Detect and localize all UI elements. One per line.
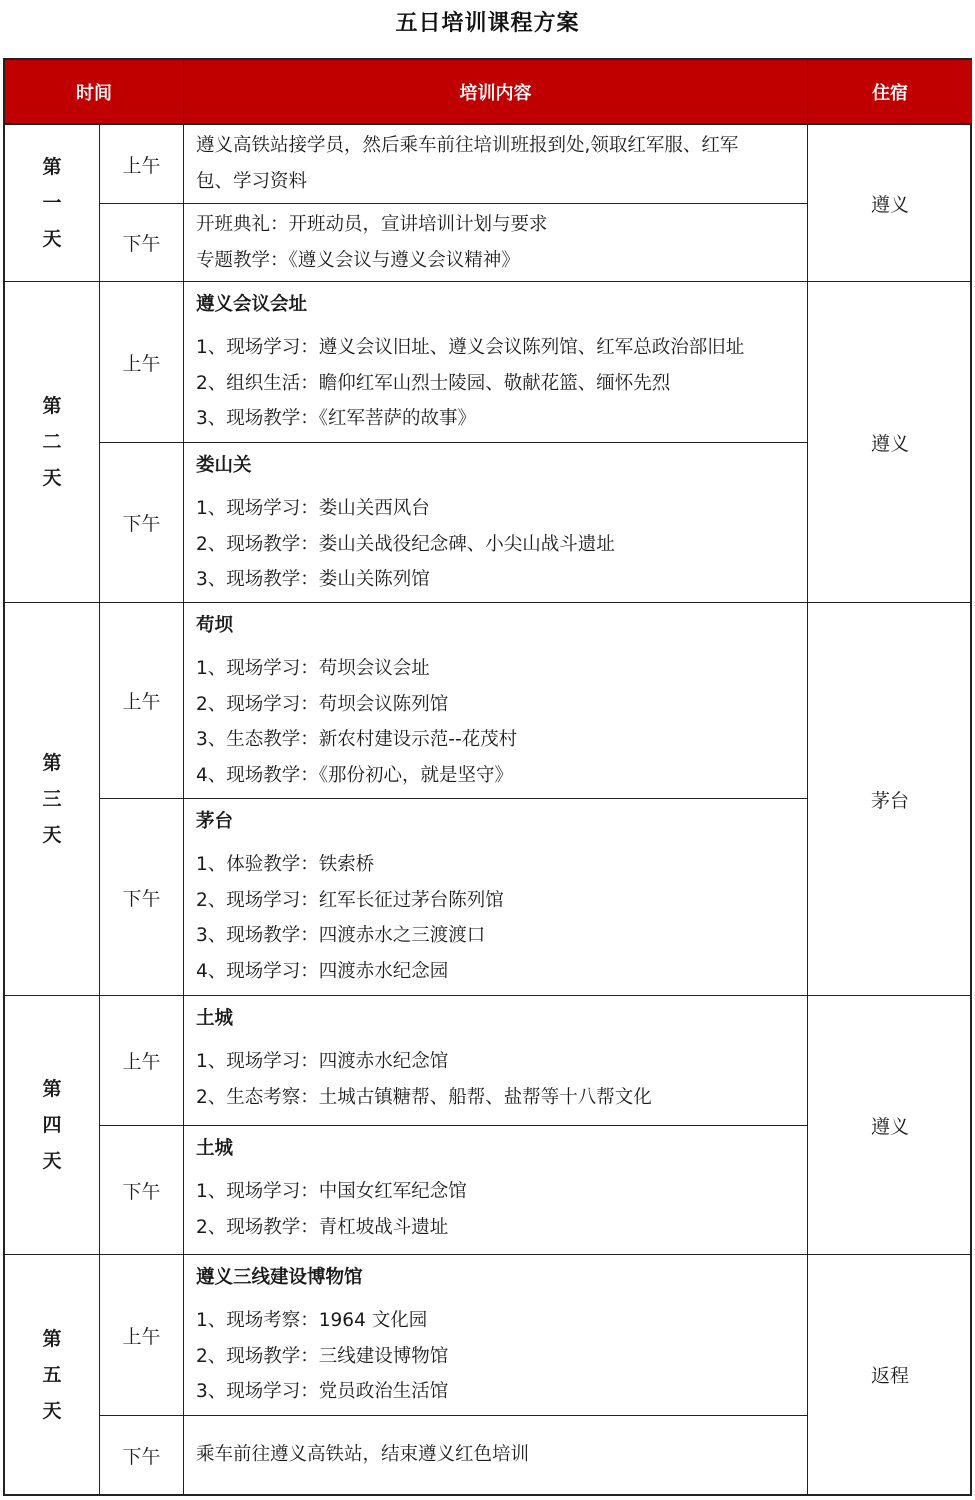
period-am: 上午: [100, 1255, 184, 1416]
content-line: 1、体验教学：铁索桥: [196, 854, 375, 875]
content-line: 专题教学：《遵义会议与遵义会议精神》: [196, 249, 520, 271]
content-line: 包、学习资料: [196, 170, 308, 192]
schedule-table: [3, 58, 972, 1496]
day-char: 第: [42, 156, 62, 178]
lodging-cell: 遵义: [808, 125, 972, 282]
day-label-5: [5, 1255, 100, 1494]
content-line: 3、生态教学：新农村建设示范--花茂村: [196, 729, 518, 750]
content-line: 2、生态考察：土城古镇糖帮、船帮、盐帮等十八帮文化: [196, 1086, 652, 1108]
day-char: 第: [42, 752, 62, 774]
session-subtitle: 遵义会议会址: [196, 294, 308, 315]
content-line: 1、现场学习：苟坝会议会址: [196, 658, 430, 679]
session-subtitle: 土城: [196, 1138, 234, 1159]
period-am: 上午: [100, 125, 184, 204]
content-line: 2、现场学习：苟坝会议陈列馆: [196, 693, 449, 715]
day-char: 天: [42, 467, 62, 489]
session-content: [184, 1126, 808, 1255]
content-line: 2、组织生活：瞻仰红军山烈士陵园、敬献花篮、缅怀先烈: [196, 372, 671, 394]
session-content: [184, 125, 808, 204]
period-pm: 下午: [100, 1416, 184, 1494]
day-char: 天: [42, 824, 62, 846]
lodging-cell: 茅台: [808, 603, 972, 996]
header-time: 时间: [5, 60, 184, 125]
content-line: 1、现场考察：1964 文化园: [196, 1310, 428, 1331]
day-label-1: [5, 125, 100, 282]
content-line: 4、现场教学：《那份初心，就是坚守》: [196, 764, 514, 786]
content-line: 1、现场学习：四渡赤水纪念馆: [196, 1051, 449, 1072]
session-subtitle: 苟坝: [196, 615, 234, 636]
period-pm: 下午: [100, 1126, 184, 1255]
session-subtitle: 土城: [196, 1008, 234, 1029]
session-content: [184, 204, 808, 282]
content-line: 2、现场教学：三线建设博物馆: [196, 1345, 449, 1367]
session-content: [184, 603, 808, 799]
session-subtitle: 娄山关: [196, 455, 252, 476]
period-pm: 下午: [100, 799, 184, 996]
lodging-cell: 遵义: [808, 282, 972, 603]
content-line: 2、现场教学：青杠坡战斗遗址: [196, 1216, 449, 1238]
header-lodging: 住宿: [808, 60, 972, 125]
content-line: 2、现场学习：红军长征过茅台陈列馆: [196, 889, 504, 911]
day-label-4: [5, 996, 100, 1255]
day-char: 五: [42, 1363, 62, 1386]
day-char: 一: [42, 192, 62, 214]
lodging-cell: 遵义: [808, 996, 972, 1255]
period-am: 上午: [100, 282, 184, 443]
content-line: 乘车前往遵义高铁站，结束遵义红色培训: [196, 1444, 530, 1466]
content-line: 3、现场学习：党员政治生活馆: [196, 1381, 449, 1402]
content-line: 遵义高铁站接学员，然后乘车前往培训班报到处,领取红军服、红军: [196, 135, 739, 156]
session-content: [184, 1255, 808, 1416]
session-subtitle: 茅台: [196, 811, 234, 832]
day-char: 天: [42, 228, 62, 250]
period-pm: 下午: [100, 443, 184, 603]
content-line: 3、现场教学：娄山关陈列馆: [196, 569, 430, 590]
session-content: [184, 443, 808, 603]
day-label-3: [5, 603, 100, 996]
content-line: 2、现场教学：娄山关战役纪念碑、小尖山战斗遗址: [196, 533, 615, 555]
content-line: 3、现场教学：《红军菩萨的故事》: [196, 408, 477, 429]
day-char: 天: [42, 1399, 62, 1422]
day-char: 三: [42, 788, 62, 810]
content-line: 1、现场学习：遵义会议旧址、遵义会议陈列馆、红军总政治部旧址: [196, 337, 745, 358]
day-char: 第: [42, 1327, 62, 1350]
content-line: 1、现场学习：中国女红军纪念馆: [196, 1181, 467, 1202]
header-content: 培训内容: [184, 60, 808, 125]
period-am: 上午: [100, 996, 184, 1126]
page-title: 五日培训课程方案: [395, 11, 580, 36]
session-content: [184, 996, 808, 1126]
lodging-cell: 返程: [870, 1365, 909, 1387]
day-char: 四: [42, 1114, 62, 1136]
session-content: [184, 799, 808, 996]
content-line: 3、现场教学：四渡赤水之三渡渡口: [196, 925, 486, 946]
day-char: 第: [42, 395, 62, 417]
day-char: 第: [42, 1078, 62, 1100]
period-am: 上午: [100, 603, 184, 799]
day-char: 天: [42, 1150, 62, 1172]
content-line: 4、现场学习：四渡赤水纪念园: [196, 960, 449, 982]
session-content: [184, 1416, 808, 1494]
period-pm: 下午: [100, 204, 184, 282]
session-content: [184, 282, 808, 443]
day-char: 二: [42, 431, 62, 453]
content-line: 开班典礼：开班动员，宣讲培训计划与要求: [196, 214, 548, 235]
day-label-2: [5, 282, 100, 603]
session-subtitle: 遵义三线建设博物馆: [196, 1267, 363, 1288]
content-line: 1、现场学习：娄山关西风台: [196, 498, 430, 519]
